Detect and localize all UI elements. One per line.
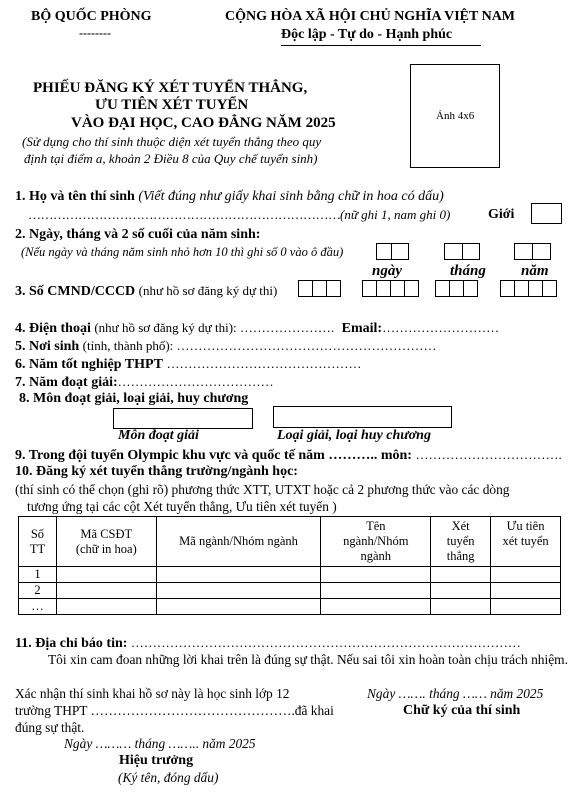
header-institution-code: Mã CSĐT (chữ in hoa) bbox=[56, 517, 156, 567]
gender-label: Giới bbox=[488, 207, 515, 222]
row-number: 1 bbox=[19, 567, 57, 583]
cell-major-code[interactable] bbox=[156, 567, 321, 583]
gender-box[interactable] bbox=[531, 203, 562, 224]
award-year-field[interactable]: ……………………………… bbox=[117, 374, 274, 389]
field-3-hint: (như hồ sơ đăng ký dự thi) bbox=[138, 283, 278, 298]
field-3-row bbox=[15, 283, 277, 300]
table-row bbox=[19, 599, 561, 615]
award-subject-caption: Môn đoạt giải bbox=[118, 428, 199, 443]
email-field[interactable]: ……………………… bbox=[382, 320, 500, 335]
field-4-label: 4. Điện thoại bbox=[15, 321, 91, 336]
field-11-row bbox=[15, 635, 521, 652]
full-name-field[interactable]: ………………………………………………………………… bbox=[28, 207, 341, 222]
motto-underline bbox=[281, 45, 481, 46]
principal-date: Ngày ……… tháng …….. năm 2025 bbox=[64, 736, 256, 751]
cell-major-code[interactable] bbox=[156, 583, 321, 599]
field-9-row bbox=[15, 447, 562, 464]
form-title-line2: ƯU TIÊN XÉT TUYỂN bbox=[95, 97, 249, 113]
award-subject-box[interactable] bbox=[113, 408, 253, 429]
cell-institution-code[interactable] bbox=[56, 583, 156, 599]
field-8-label: 8. Môn đoạt giải, loại giải, huy chương bbox=[19, 391, 249, 406]
row-number: … bbox=[19, 599, 57, 615]
ministry-rule: -------- bbox=[79, 26, 111, 40]
field-3-label: 3. Số CMND/CCCD bbox=[15, 284, 136, 299]
table-row bbox=[19, 583, 561, 599]
id-digit-11[interactable] bbox=[500, 280, 515, 297]
cell-priority-admission[interactable] bbox=[491, 599, 561, 615]
year-label: năm bbox=[521, 263, 549, 279]
day-label: ngày bbox=[372, 263, 402, 279]
cell-institution-code[interactable] bbox=[56, 599, 156, 615]
birth-day-digit-2[interactable] bbox=[391, 243, 409, 260]
republic-name: CỘNG HÒA XÃ HỘI CHỦ NGHĨA VIỆT NAM bbox=[225, 9, 516, 24]
registration-table bbox=[18, 516, 561, 615]
field-6-label: 6. Năm tốt nghiệp THPT bbox=[15, 357, 163, 372]
graduation-year-field[interactable]: ……………………………………… bbox=[166, 356, 362, 371]
form-usage-note-line2: định tại điểm a, khoản 2 Điều 8 của Quy chế tuyển sinh) bbox=[24, 151, 318, 166]
email-label: Email: bbox=[341, 321, 383, 336]
birth-month-digit-1[interactable] bbox=[444, 243, 463, 260]
mailing-address-field[interactable]: ……………………………………………………………………………… bbox=[130, 635, 521, 650]
id-digit-14[interactable] bbox=[542, 280, 557, 297]
gender-hint: (nữ ghi 1, nam ghi 0) bbox=[340, 207, 451, 222]
form-title-line1: PHIẾU ĐĂNG KÝ XÉT TUYỂN THẲNG, bbox=[33, 80, 308, 96]
header-stt: Số TT bbox=[19, 517, 57, 567]
olympic-subject-label: môn: bbox=[380, 448, 412, 463]
cell-major-code[interactable] bbox=[156, 599, 321, 615]
cell-priority-admission[interactable] bbox=[491, 583, 561, 599]
id-digit-12[interactable] bbox=[514, 280, 529, 297]
field-7-row bbox=[15, 374, 274, 391]
id-digit-1[interactable] bbox=[298, 280, 313, 297]
phone-field[interactable]: (như hồ sơ đăng ký dự thi): …………………. bbox=[94, 320, 335, 335]
field-1-label: 1. Họ và tên thí sinh bbox=[15, 189, 135, 204]
cell-major-name[interactable] bbox=[321, 583, 431, 599]
field-10-note-line2: tương ứng tại các cột Xét tuyển thẳng, Ưu tiên xét tuyển ) bbox=[27, 499, 337, 514]
cell-major-name[interactable] bbox=[321, 599, 431, 615]
award-prize-box[interactable] bbox=[273, 406, 452, 428]
row-number: 2 bbox=[19, 583, 57, 599]
field-10-label: 10. Đăng ký xét tuyển thẳng trường/ngành học: bbox=[15, 464, 298, 479]
field-2-hint: (Nếu ngày và tháng năm sinh nhỏ hơn 10 thì ghi số 0 vào ô đầu) bbox=[21, 245, 344, 259]
header-priority-admission: Ưu tiên xét tuyển bbox=[491, 517, 561, 567]
table-header-row bbox=[19, 517, 561, 567]
school-confirmation-line2: trường THPT ……………………………………….đã khai bbox=[15, 703, 334, 718]
pledge-statement: Tôi xin cam đoan những lời khai trên là đúng sự thật. Nếu sai tôi xin hoàn toàn chịu trách nhiệm. bbox=[48, 652, 568, 667]
birth-month-digit-2[interactable] bbox=[462, 243, 480, 260]
id-digit-4[interactable] bbox=[362, 280, 377, 297]
cell-direct-admission[interactable] bbox=[431, 599, 491, 615]
field-6-row bbox=[15, 356, 361, 373]
olympic-subject-field[interactable]: ……………………………. bbox=[415, 447, 562, 462]
principal-title: Hiệu trưởng bbox=[119, 753, 194, 768]
id-digit-10[interactable] bbox=[463, 280, 478, 297]
birth-day-digit-1[interactable] bbox=[376, 243, 392, 260]
field-1-hint: (Viết đúng như giấy khai sinh bằng chữ in hoa có dấu) bbox=[138, 189, 444, 204]
field-1-row bbox=[15, 189, 444, 205]
id-digit-8[interactable] bbox=[435, 280, 450, 297]
month-label: tháng bbox=[450, 263, 486, 279]
field-10-note-line1: (thí sinh có thể chọn (ghi rõ) phương thức XTT, UTXT hoặc cả 2 phương thức vào các dòng bbox=[15, 482, 510, 497]
birthplace-field[interactable]: (tỉnh, thành phố): …………………………………………………… bbox=[82, 338, 437, 353]
table-row bbox=[19, 567, 561, 583]
field-7-label: 7. Năm đoạt giải: bbox=[15, 375, 118, 390]
field-11-label: 11. Địa chỉ báo tin: bbox=[15, 636, 128, 651]
field-2-label: 2. Ngày, tháng và 2 số cuối của năm sinh: bbox=[15, 227, 261, 242]
id-digit-5[interactable] bbox=[376, 280, 391, 297]
form-usage-note-line1: (Sử dụng cho thí sinh thuộc diện xét tuyển thẳng theo quy bbox=[22, 134, 322, 149]
birth-year-digit-1[interactable] bbox=[514, 243, 533, 260]
field-5-label: 5. Nơi sinh bbox=[15, 339, 80, 354]
cell-direct-admission[interactable] bbox=[431, 567, 491, 583]
national-motto: Độc lập - Tự do - Hạnh phúc bbox=[281, 27, 453, 42]
field-5-row bbox=[15, 338, 437, 355]
id-digit-13[interactable] bbox=[528, 280, 543, 297]
header-major-code: Mã ngành/Nhóm ngành bbox=[156, 517, 321, 567]
birth-year-digit-2[interactable] bbox=[532, 243, 551, 260]
id-digit-9[interactable] bbox=[449, 280, 464, 297]
id-digit-2[interactable] bbox=[312, 280, 327, 297]
candidate-signature-label: Chữ ký của thí sinh bbox=[403, 703, 521, 718]
candidate-date: Ngày ……. tháng …… năm 2025 bbox=[367, 686, 544, 701]
cell-major-name[interactable] bbox=[321, 567, 431, 583]
header-direct-admission: Xét tuyển thẳng bbox=[431, 517, 491, 567]
principal-signature-note: (Ký tên, đóng dấu) bbox=[118, 770, 219, 785]
id-digit-6[interactable] bbox=[390, 280, 405, 297]
cell-institution-code[interactable] bbox=[56, 567, 156, 583]
form-title-line3: VÀO ĐẠI HỌC, CAO ĐẲNG NĂM 2025 bbox=[71, 115, 336, 131]
photo-label: Ảnh 4x6 bbox=[436, 110, 475, 122]
award-prize-caption: Loại giải, loại huy chương bbox=[277, 428, 431, 443]
school-confirmation-line3: đúng sự thật. bbox=[15, 720, 85, 735]
field-9-label: 9. Trong đội tuyển Olympic khu vực và quốc tế năm bbox=[15, 448, 325, 463]
ministry-name: BỘ QUỐC PHÒNG bbox=[31, 9, 152, 24]
field-4-row bbox=[15, 320, 499, 337]
cell-priority-admission[interactable] bbox=[491, 567, 561, 583]
olympic-year-field[interactable]: ……….. bbox=[328, 448, 378, 463]
header-major-name: Tên ngành/Nhóm ngành bbox=[321, 517, 431, 567]
id-digit-3[interactable] bbox=[326, 280, 341, 297]
school-confirmation-line1: Xác nhận thí sinh khai hồ sơ này là học sinh lớp 12 bbox=[15, 686, 290, 701]
id-digit-7[interactable] bbox=[404, 280, 419, 297]
cell-direct-admission[interactable] bbox=[431, 583, 491, 599]
